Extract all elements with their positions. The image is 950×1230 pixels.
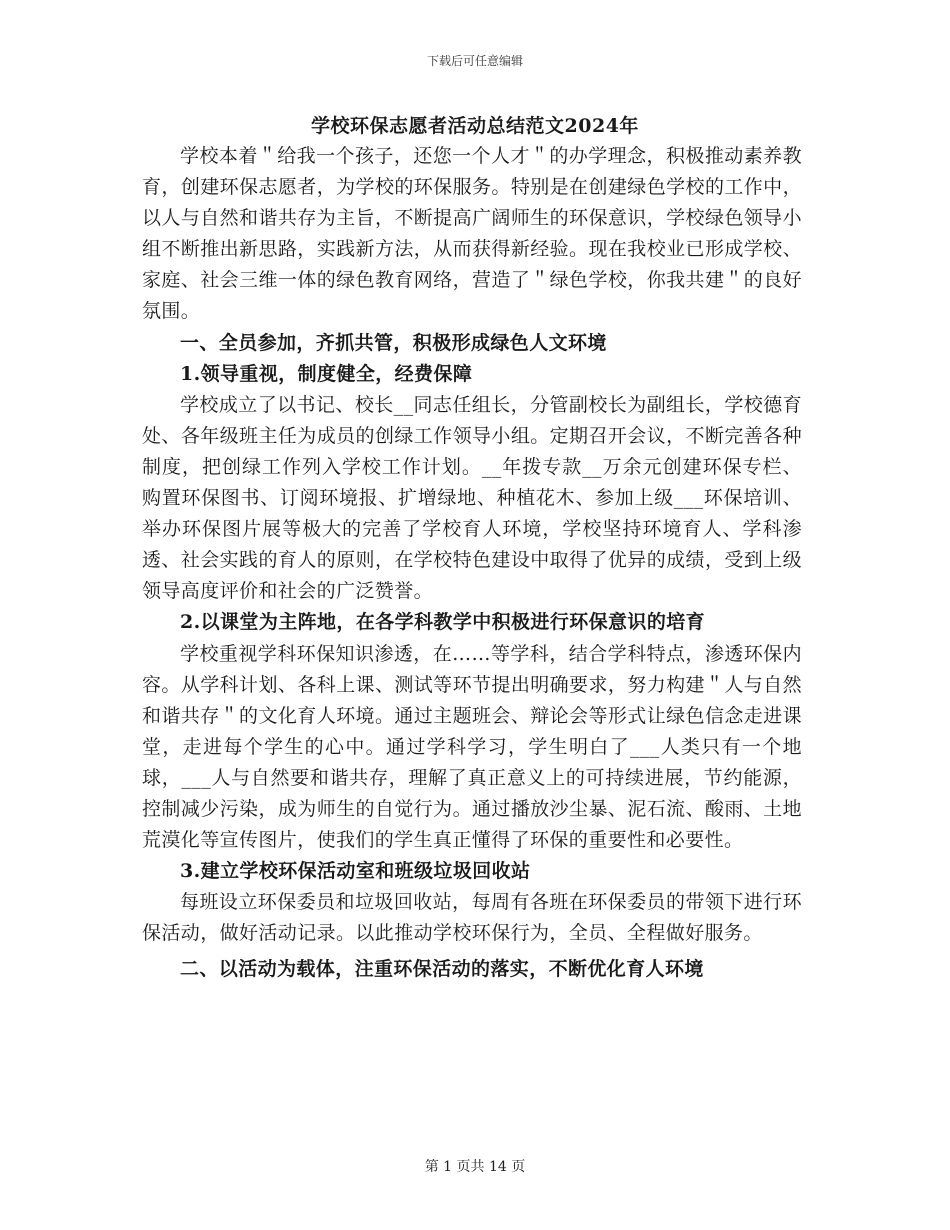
document-title: 学校环保志愿者活动总结范文2024年 — [311, 115, 639, 137]
body-paragraph-1-1: 学校成立了以书记、校长__同志任组长，分管副校长为副组长，学校德育处、各年级班主任为成员的创绿工作领导小组。定期召开会议，不断完善各种制度，把创绿工作列入学校工作计划。__年拨专款__万余元创建环保专栏、购置环保图书、订阅环境报、扩增绿地、种植花木、参加上级___环保培训、举办环保图片展等极大的完善了学校育人环境，学校坚持环境育人、学科渗透、社会实践的育人的原则，在学校特色建设中取得了优异的成绩，受到上级领导高度评价和社会的广泛赞誉。 — [142, 393, 802, 603]
page-number: 第 1 页共 14 页 — [424, 1159, 526, 1175]
subheading-1-1: 1.领导重视，制度健全，经费保障 — [180, 362, 473, 385]
body-paragraph-1-2: 学校重视学科环保知识渗透，在……等学科，结合学科特点，渗透环保内容。从学科计划、各科上课、测试等环节提出明确要求，努力构建＂人与自然和谐共存＂的文化育人环境。通过主题班会、辩论会等形式让绿色信念走进课堂，走进每个学生的心中。通过学科学习，学生明白了___人类只有一个地球，___人与自然要和谐共存，理解了真正意义上的可持续进展，节约能源，控制减少污染，成为师生的自觉行为。通过播放沙尘暴、泥石流、酸雨、土地荒漠化等宣传图片，使我们的学生真正懂得了环保的重要性和必要性。 — [142, 642, 802, 852]
header-note: 下载后可任意编辑 — [426, 54, 523, 68]
section-heading-2: 二、以活动为载体，注重环保活动的落实，不断优化育人环境 — [180, 958, 704, 981]
section-heading-1: 一、全员参加，齐抓共管，积极形成绿色人文环境 — [180, 331, 607, 354]
intro-paragraph: 学校本着＂给我一个孩子，还您一个人才＂的办学理念，积极推动素养教育，创建环保志愿者，为学校的环保服务。特别是在创建绿色学校的工作中，以人与自然和谐共存为主旨，不断提高广阔师生的环保意识，学校绿色领导小组不断推出新思路，实践新方法，从而获得新经验。现在我校业已形成学校、家庭、社会三维一体的绿色教育网络，营造了＂绿色学校，你我共建＂的良好氛围。 — [142, 145, 802, 323]
subheading-1-3: 3.建立学校环保活动室和班级垃圾回收站 — [180, 860, 531, 883]
body-paragraph-1-3: 每班设立环保委员和垃圾回收站，每周有各班在环保委员的带领下进行环保活动，做好活动记录。以此推动学校环保行为，全员、全程做好服务。 — [142, 891, 802, 945]
subheading-1-2: 2.以课堂为主阵地，在各学科教学中积极进行环保意识的培育 — [180, 611, 706, 634]
document-body — [142, 141, 802, 986]
